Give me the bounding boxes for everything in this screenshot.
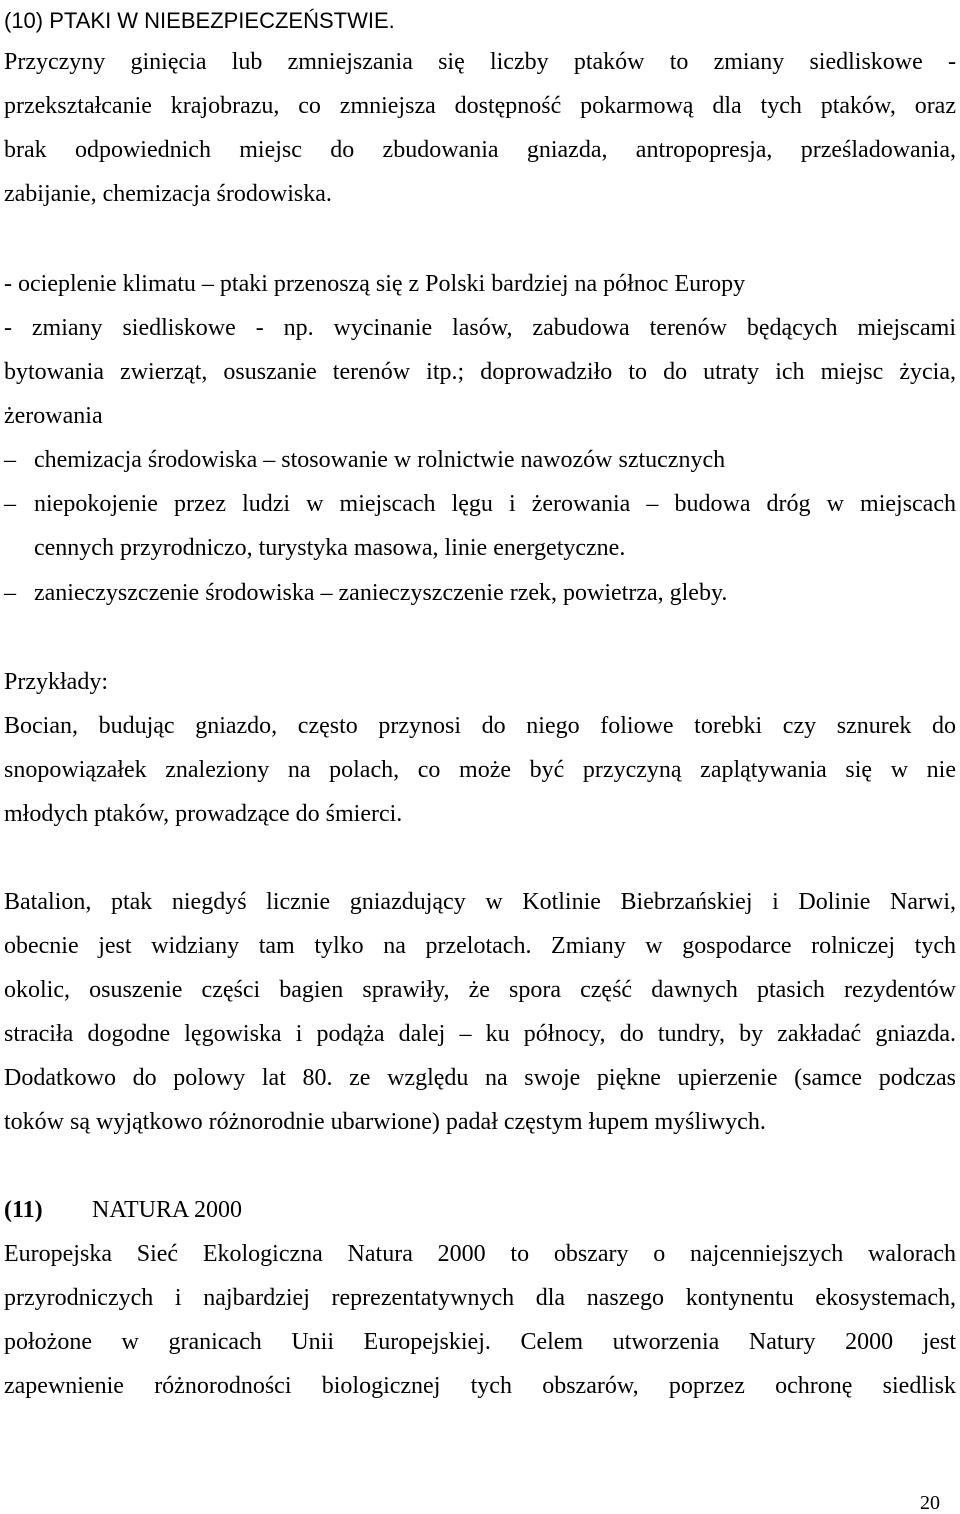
- dash-bullet: –: [4, 447, 16, 473]
- cause-item: - zmiany siedliskowe - np. wycinanie lasów, zabudowa terenów będących miejscami: [4, 315, 956, 341]
- dash-item-line: niepokojenie przez ludzi w miejscach lęgu i żerowania – budowa dróg w miejscach: [34, 491, 956, 517]
- causes-habitat: [4, 306, 956, 438]
- examples-label: Przykłady:: [4, 669, 108, 695]
- intro-paragraph: [4, 40, 956, 216]
- paragraph-line: toków są wyjątkowo różnorodnie ubarwione) padał częstym łupem myśliwych.: [4, 1109, 766, 1135]
- paragraph-line: okolic, osuszenie części bagien sprawiły, że spora część dawnych ptasich rezydentów: [4, 977, 956, 1003]
- section-heading-11: [4, 1190, 242, 1230]
- paragraph-line: snopowiązałek znaleziony na polach, co może być przyczyną zaplątywania się w nie: [4, 757, 956, 783]
- causes-list: [4, 262, 956, 306]
- intro-line: Przyczyny ginięcia lub zmniejszania się liczby ptaków to zmiany siedliskowe -: [4, 49, 956, 75]
- natura-paragraph: [4, 1232, 956, 1408]
- paragraph-line: Europejska Sieć Ekologiczna Natura 2000 to obszary o najcenniejszych walorach: [4, 1241, 956, 1267]
- intro-line: zabijanie, chemizacja środowiska.: [4, 181, 332, 207]
- section-heading-10: (10) PTAKI W NIEBEZPIECZEŃSTWIE.: [4, 8, 395, 33]
- paragraph-line: zapewnienie różnorodności biologicznej tych obszarów, poprzez ochronę siedlisk: [4, 1373, 956, 1399]
- examples-label-block: [4, 660, 956, 704]
- paragraph-line: straciła dogodne lęgowiska i podąża dalej – ku północy, do tundry, by zakładać gniazda.: [4, 1021, 956, 1047]
- dash-bullet: –: [4, 580, 16, 606]
- cause-item: - ocieplenie klimatu – ptaki przenoszą się z Polski bardziej na północ Europy: [4, 271, 746, 297]
- dash-item-line: zanieczyszczenie środowiska – zanieczyszczenie rzek, powietrza, gleby.: [34, 580, 728, 606]
- paragraph-line: przyrodniczych i najbardziej reprezentatywnych dla naszego kontynentu ekosystemach,: [4, 1285, 956, 1311]
- paragraph-line: Dodatkowo do polowy lat 80. ze względu na swoje piękne upierzenie (samce podczas: [4, 1065, 956, 1091]
- page-number: 20: [920, 1492, 940, 1514]
- paragraph-line: położone w granicach Unii Europejskiej. Celem utworzenia Natury 2000 jest: [4, 1329, 956, 1355]
- intro-line: przekształcanie krajobrazu, co zmniejsza dostępność pokarmową dla tych ptaków, oraz: [4, 93, 956, 119]
- dash-item-line: chemizacja środowiska – stosowanie w rolnictwie nawozów sztucznych: [34, 447, 726, 473]
- cause-item: bytowania zwierząt, osuszanie terenów itp.; doprowadziło to do utraty ich miejsc życia,: [4, 359, 956, 385]
- dash-item-line: cennych przyrodniczo, turystyka masowa, linie energetyczne.: [34, 535, 626, 561]
- dash-bullet: –: [4, 491, 16, 517]
- section-number: (11): [4, 1197, 43, 1223]
- example-ruff-paragraph: [4, 880, 956, 1144]
- paragraph-line: Batalion, ptak niegdyś licznie gniazdujący w Kotlinie Biebrzańskiej i Dolinie Narwi,: [4, 889, 956, 915]
- paragraph-line: Bocian, budując gniazdo, często przynosi do niego foliowe torebki czy sznurek do: [4, 713, 956, 739]
- paragraph-line: młodych ptaków, prowadzące do śmierci.: [4, 801, 403, 827]
- paragraph-line: obecnie jest widziany tam tylko na przelotach. Zmiany w gospodarce rolniczej tych: [4, 933, 956, 959]
- intro-line: brak odpowiednich miejsc do zbudowania gniazda, antropopresja, prześladowania,: [4, 137, 956, 163]
- cause-item: żerowania: [4, 403, 103, 429]
- example-stork-paragraph: [4, 704, 956, 836]
- section-title: NATURA 2000: [92, 1197, 243, 1223]
